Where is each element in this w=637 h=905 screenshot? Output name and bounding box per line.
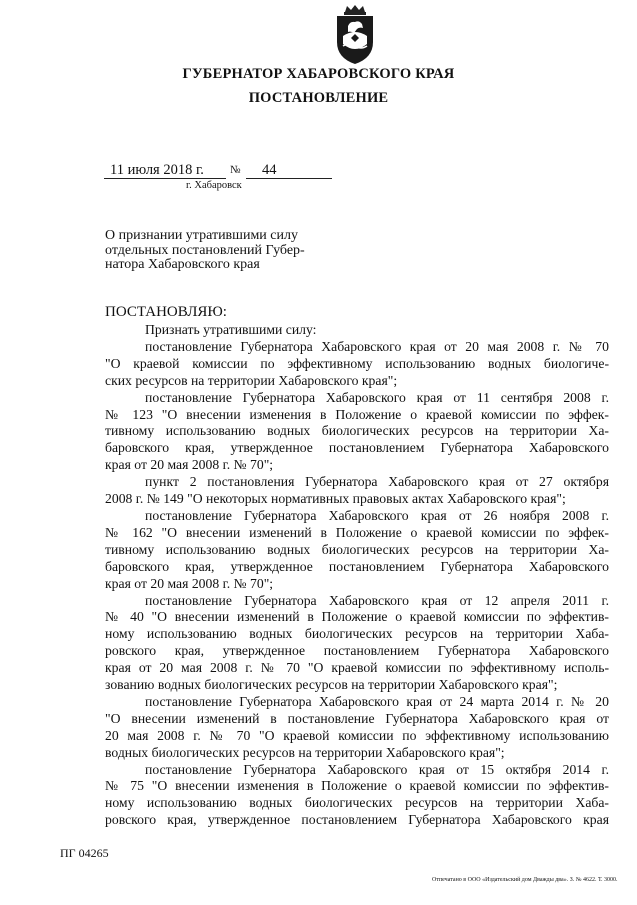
body-line: ровского края, утвержденное постановлением Губернатора Хабаровского края bbox=[105, 812, 609, 828]
body-line: ному использованию водных биологических ресурсов на территории Хаба- bbox=[105, 626, 609, 642]
body-line: постановление Губернатора Хабаровского края от 15 октября 2014 г. bbox=[145, 761, 609, 777]
body-line: 2008 г. № 149 "О некоторых нормативных правовых актах Хабаровского края"; bbox=[105, 491, 566, 507]
body-line: "О краевой комиссии по эффективному использованию водных биологиче- bbox=[105, 355, 609, 371]
issuer-title: ГУБЕРНАТОР ХАБАРОВСКОГО КРАЯ bbox=[182, 66, 455, 82]
body-line: края от 20 мая 2008 г. № 70"; bbox=[105, 575, 274, 591]
subject-line: О признании утратившими силу bbox=[105, 228, 298, 243]
body-line: водных биологических ресурсов на территории Хабаровского края"; bbox=[105, 744, 505, 760]
body-line: края от 20 мая 2008 г. № 70 "О краевой комиссии по эффективному исполь- bbox=[105, 660, 609, 676]
number-label: № bbox=[230, 164, 241, 176]
body-line: баровского края, утвержденное постановлением Губернатора Хабаровского bbox=[105, 440, 609, 456]
body-line: 20 мая 2008 г. № 70 "О краевой комиссии по эффективному использованию bbox=[105, 727, 609, 743]
body-line: ному использованию водных биологических ресурсов на территории Хаба- bbox=[105, 795, 609, 811]
body-line: № 40 "О внесении изменений в Положение о краевой комиссии по эффектив- bbox=[105, 609, 609, 625]
body-line: постановление Губернатора Хабаровского края от 11 сентября 2008 г. bbox=[145, 389, 609, 405]
form-code: ПГ 04265 bbox=[60, 846, 109, 860]
body-line: № 123 "О внесении изменения в Положение о краевой комиссии по эффек- bbox=[105, 406, 609, 422]
document-city: г. Хабаровск bbox=[186, 180, 242, 191]
document-body bbox=[105, 322, 609, 829]
body-line: постановление Губернатора Хабаровского края от 26 ноября 2008 г. bbox=[145, 507, 609, 523]
body-line: № 162 "О внесении изменений в Положение о краевой комиссии по эффек- bbox=[105, 524, 609, 540]
document-type: ПОСТАНОВЛЕНИЕ bbox=[248, 90, 389, 106]
date-underline bbox=[104, 178, 226, 179]
document-date: 11 июля 2018 г. bbox=[110, 162, 204, 178]
body-line: тивному использованию водных биологических ресурсов на территории Ха- bbox=[105, 541, 609, 557]
subject-line: натора Хабаровского края bbox=[105, 257, 260, 272]
document-number: 44 bbox=[262, 162, 277, 178]
body-line: постановление Губернатора Хабаровского края от 12 апреля 2011 г. bbox=[145, 592, 609, 608]
body-line: "О внесении изменений в постановление Губернатора Хабаровского края от bbox=[105, 710, 609, 726]
decree-heading: ПОСТАНОВЛЯЮ: bbox=[105, 304, 227, 320]
body-line: № 75 "О внесении изменения в Положение о краевой комиссии по эффектив- bbox=[105, 778, 609, 794]
coat-of-arms-icon bbox=[329, 4, 381, 66]
body-line: тивному использованию водных биологических ресурсов на территории Ха- bbox=[105, 423, 609, 439]
number-underline bbox=[246, 178, 332, 179]
body-line: ровского края, утвержденное постановлением Губернатора Хабаровского bbox=[105, 643, 609, 659]
body-line: постановление Губернатора Хабаровского края от 20 мая 2008 г. № 70 bbox=[145, 338, 609, 354]
body-line: баровского края, утвержденное постановлением Губернатора Хабаровского bbox=[105, 558, 609, 574]
body-line: пункт 2 постановления Губернатора Хабаровского края от 27 октября bbox=[145, 474, 609, 490]
document-subject bbox=[105, 229, 335, 273]
body-line: ских ресурсов на территории Хабаровского края"; bbox=[105, 372, 398, 388]
print-imprint: Отпечатано в ООО «Издательский дом Дважды два». З. № 4622. Т. 3000. bbox=[432, 877, 618, 883]
body-line: постановление Губернатора Хабаровского края от 24 марта 2014 г. № 20 bbox=[145, 693, 609, 709]
body-line: зованию водных биологических ресурсов на территории Хабаровского края"; bbox=[105, 677, 558, 693]
subject-line: отдельных постановлений Губер- bbox=[105, 242, 305, 258]
body-line: Признать утратившими силу: bbox=[145, 322, 317, 337]
body-line: края от 20 мая 2008 г. № 70"; bbox=[105, 457, 274, 473]
